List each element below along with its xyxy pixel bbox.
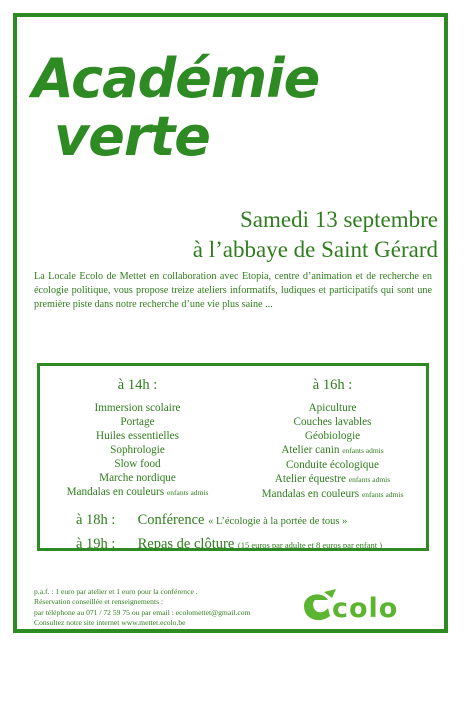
info-booking: Réservation conseillée et renseignements : (34, 597, 164, 607)
workshop-14h-item (50, 415, 225, 429)
svg-text:colo: colo (332, 593, 399, 624)
info-website: Consultez notre site internet www.mettet.ecolo.be (34, 618, 186, 628)
workshop-label: Portage (120, 416, 155, 428)
dinner-time: à 19h : (76, 536, 116, 552)
workshop-14h-item (50, 443, 225, 457)
workshop-14h-item (50, 457, 225, 471)
conference-time: à 18h : (76, 512, 116, 528)
workshops-16h-list (245, 401, 420, 502)
workshops-16h (245, 376, 420, 502)
workshop-14h-item (50, 429, 225, 443)
workshop-16h-item (245, 458, 420, 472)
workshop-note: enfants admis (361, 490, 404, 499)
workshop-label: Atelier équestre (274, 473, 346, 485)
info-contact: par téléphone au 071 / 72 59 75 ou par email : ecolomettet@gmail.com (34, 607, 251, 617)
workshops-14h (50, 376, 225, 500)
conference-event (76, 512, 347, 529)
workshop-16h-item (245, 443, 420, 458)
workshop-label: Géobiologie (304, 430, 361, 442)
workshop-16h-item (245, 429, 420, 443)
workshops-14h-list (50, 401, 225, 500)
program-box (37, 363, 429, 551)
closing-dinner-event (76, 536, 382, 553)
workshop-16h-item (245, 472, 420, 487)
practical-info (34, 587, 304, 629)
workshop-note: enfants admis (348, 475, 391, 484)
workshop-label: Mandalas en couleurs (66, 486, 165, 498)
workshop-14h-item (50, 471, 225, 485)
intro-paragraph: La Locale Ecolo de Mettet en collaboration avec Etopia, centre d’animation et de recherche en écologie politique, vous propose treize ateliers informatifs, ludiques et participatifs qui sont une première piste dans notre recherche d’une vie plus saine ... (34, 271, 432, 310)
dinner-detail: (15 euros par adulte et 8 euros par enfant ) (237, 540, 383, 550)
workshop-label: Immersion scolaire (94, 402, 181, 414)
workshop-14h-item (50, 485, 225, 500)
poster-title (32, 47, 320, 168)
title-line-1: Académie (32, 47, 320, 110)
dinner-title: Repas de clôture (137, 536, 235, 552)
workshop-label: Atelier canin (281, 444, 340, 456)
conference-title: Conférence (137, 512, 205, 528)
workshop-label: Conduite écologique (286, 459, 379, 471)
workshop-label: Huiles essentielles (96, 430, 179, 442)
workshop-label: Sophrologie (110, 444, 165, 456)
workshop-14h-item (50, 401, 225, 415)
ecolo-logo (302, 588, 427, 624)
event-date: Samedi 13 septembre (239, 207, 438, 232)
event-date-location (193, 205, 438, 265)
workshop-label: Marche nordique (99, 472, 176, 484)
workshops-16h-heading: à 16h : (312, 377, 353, 393)
workshops-14h-heading: à 14h : (117, 377, 158, 393)
workshop-label: Couches lavables (293, 416, 372, 428)
conference-detail: « L’écologie à la portée de tous » (208, 516, 348, 527)
workshop-note: enfants admis (166, 488, 209, 497)
title-line-2: verte (54, 105, 210, 168)
workshop-16h-item (245, 415, 420, 429)
workshop-note: enfants admis (342, 446, 384, 455)
info-price: p.a.f. : 1 euro par atelier et 1 euro pour la conférence . (34, 587, 198, 596)
workshop-label: Mandalas en couleurs (261, 488, 360, 500)
workshop-label: Apiculture (308, 402, 357, 414)
workshop-label: Slow food (114, 458, 161, 470)
workshop-16h-item (245, 401, 420, 415)
event-location: à l’abbaye de Saint Gérard (192, 237, 438, 262)
workshop-16h-item (245, 487, 420, 502)
